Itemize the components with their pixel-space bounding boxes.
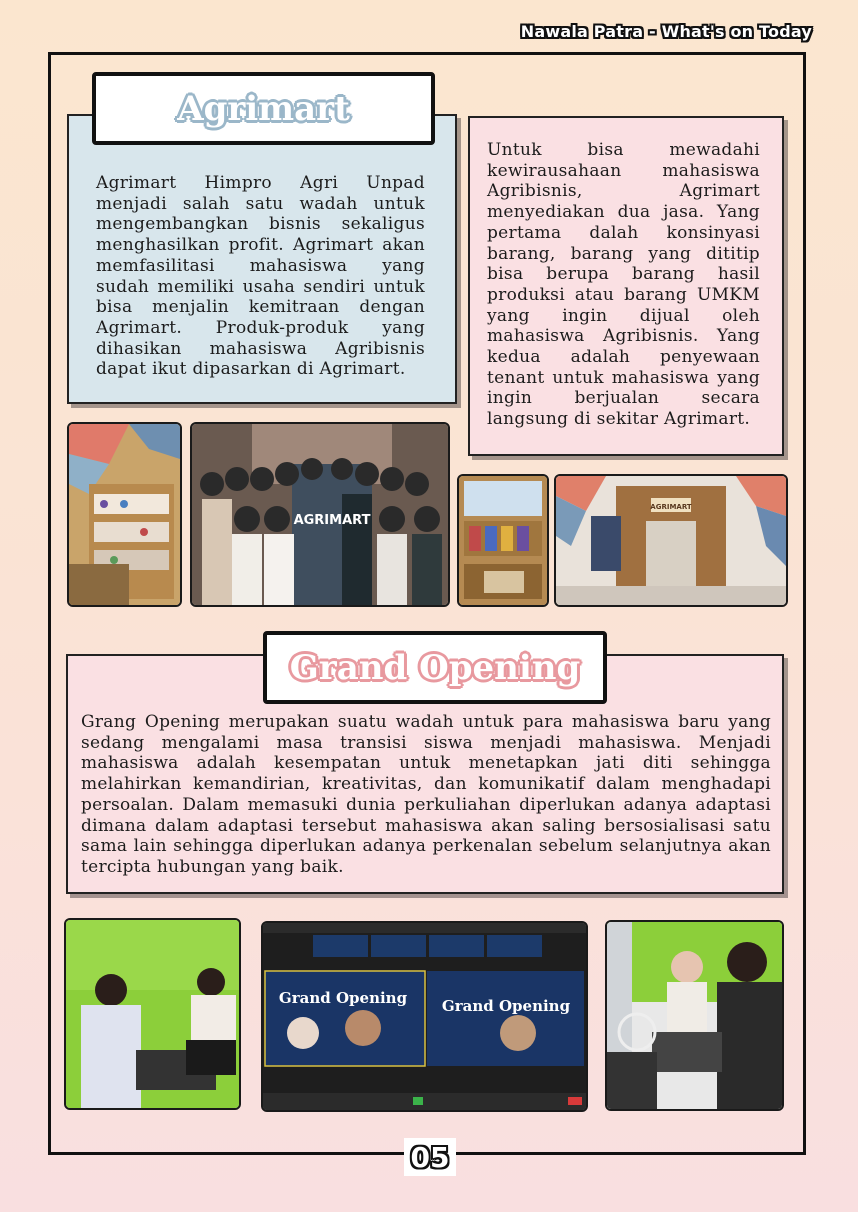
zoom-tile-title-2: Grand Opening [441, 997, 571, 1015]
agrimart-services-panel [468, 116, 784, 456]
grand-opening-interview-photo [605, 920, 784, 1111]
magazine-header-title: Nawala Patra - What's on Today [520, 22, 812, 41]
agrimart-product-display-photo [457, 474, 549, 607]
agrimart-description-panel [67, 114, 457, 404]
grand-opening-text: Grang Opening merupakan suatu wadah untuk para mahasiswa baru yang sedang mengalami masa transisi siswa menjadi mahasiswa. Menjadi mahasiswa adalah kesempatan untuk menetapkan jati diti sehingga melahirkan kemandirian, kreativitas, dan komunikatif dalam menghadapi persoalan. Dalam memasuki dunia perkuliahan diperlukan adanya adaptasi dimana dalam adaptasi tersebut mahasiswa akan saling bersosialisasi satu sama lain sehingga diperlukan adanya perkenalan sebelum selanjutnya akan tercipta hubungan yang baik. [81, 712, 771, 877]
agrimart-sign-text: AGRIMART [650, 503, 692, 511]
zoom-tile-title-1: Grand Opening [278, 989, 408, 1007]
grand-opening-title-box [263, 631, 607, 704]
page-number: 05 [404, 1138, 456, 1176]
grand-opening-studio-photo [64, 918, 241, 1110]
agrimart-banner-text: AGRIMART [293, 513, 371, 528]
grand-opening-title: Grand Opening [289, 647, 581, 688]
agrimart-services-text: Untuk bisa mewadahi kewirausahaan mahasiswa Agribisnis, Agrimart menyediakan dua jasa. Yang pertama dalah konsinyasi barang, barang yang dititip bisa berupa barang hasil produksi atau barang UMKM yang ingin dijual oleh mahasiswa Agribisnis. Yang kedua adalah penyewaan tenant untuk mahasiswa yang ingin berjualan secara langsung di sekitar Agrimart. [487, 140, 760, 430]
agrimart-title-box [92, 72, 435, 145]
agrimart-description-text: Agrimart Himpro Agri Unpad menjadi salah satu wadah untuk mengembangkan bisnis sekaligus menghasilkan profit. Agrimart akan memfasilitasi mahasiswa yang sudah memiliki usaha sendiri untuk bisa menjalin kemitraan dengan Agrimart. Produk-produk yang dihasikan mahasiswa Agribisnis dapat ikut dipasarkan di Agrimart. [96, 173, 425, 380]
grand-opening-zoom-screenshot [261, 921, 588, 1112]
agrimart-title: Agrimart [177, 88, 350, 129]
agrimart-store-shelves-photo [67, 422, 182, 607]
agrimart-storefront-photo [554, 474, 788, 607]
agrimart-team-group-photo [190, 422, 450, 607]
